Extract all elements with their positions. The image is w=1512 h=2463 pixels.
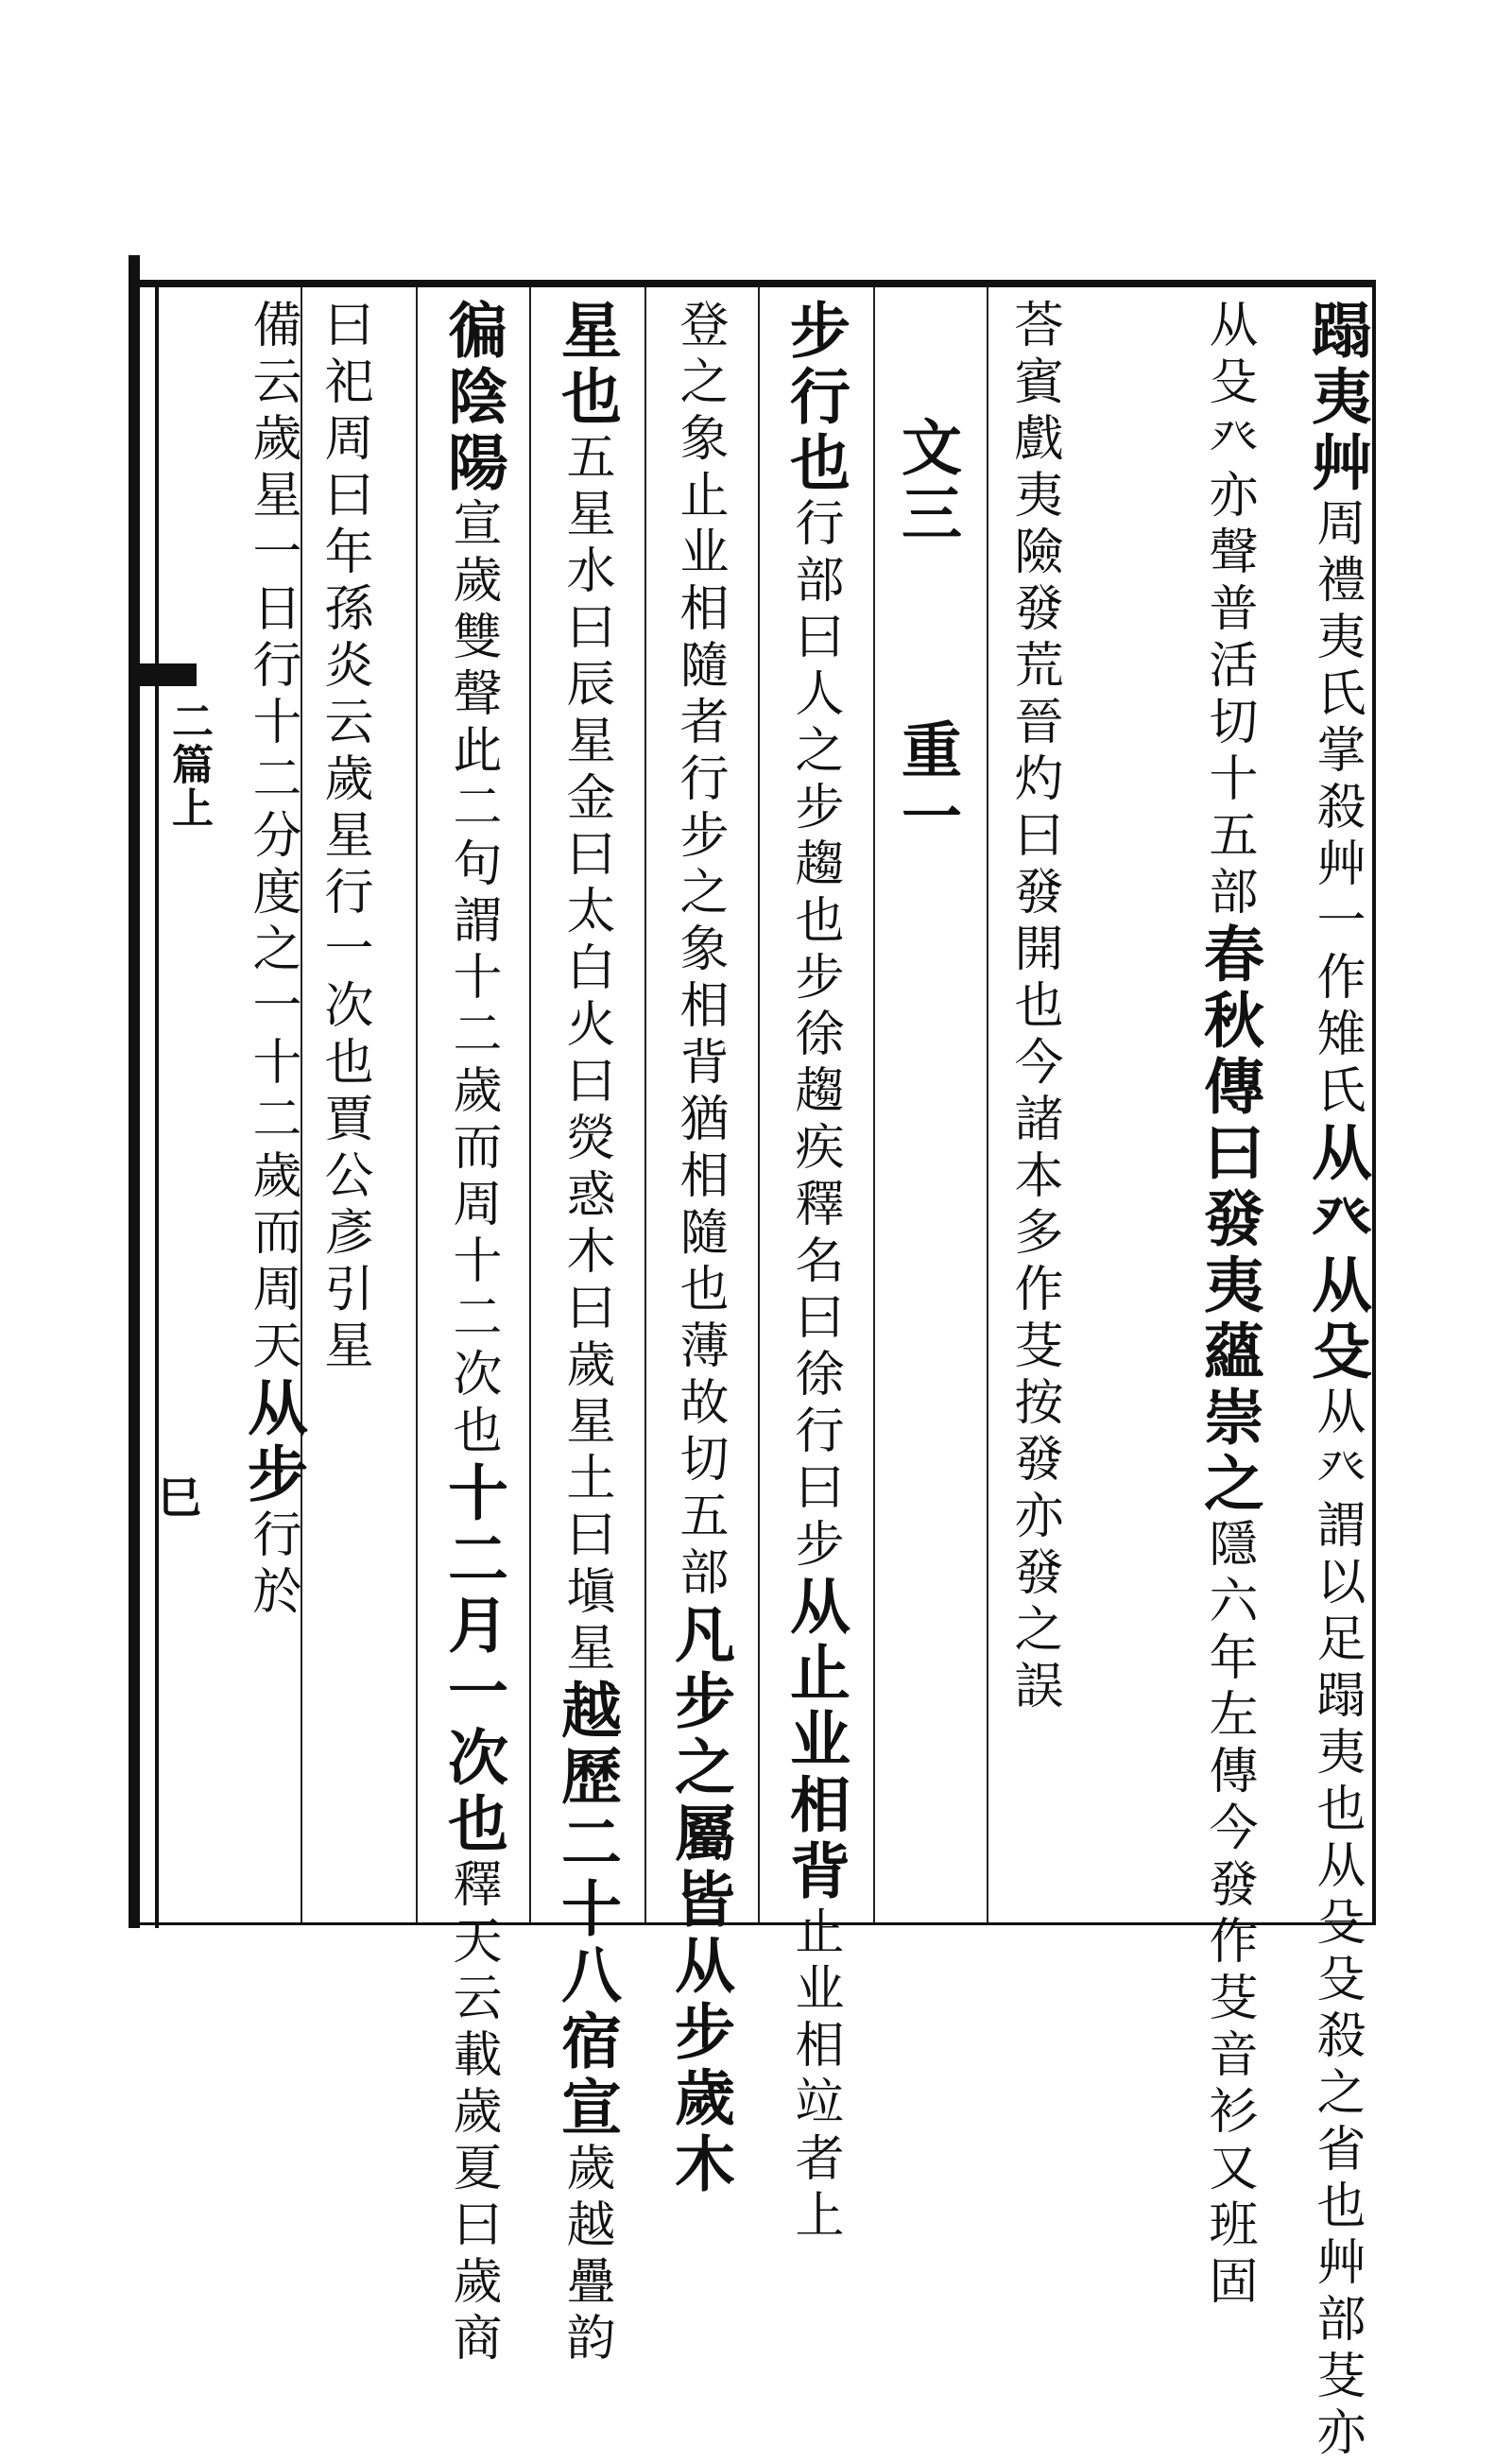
frame-bottom-border xyxy=(132,1922,1376,1925)
commentary-text: 从殳癶亦聲普活切十五部 xyxy=(1200,299,1257,922)
text-column-9 xyxy=(318,299,370,1915)
column-rule xyxy=(416,287,418,1922)
commentary-text: 備云歲星一日行十二分度之一十二歲而周天 xyxy=(244,299,301,1376)
commentary-text: 隱六年左傳今發作芟音衫又班固 xyxy=(1200,1518,1257,2312)
volume-label: 二篇上 xyxy=(164,699,213,830)
column-rule xyxy=(987,287,988,1922)
commentary-text: 宣歲雙聲此二句謂十二歲而周十二次也 xyxy=(444,497,501,1461)
main-text: 十二月一次也 xyxy=(438,1461,508,1858)
text-column-8 xyxy=(435,299,510,2368)
page-mark: 巳 xyxy=(151,1474,202,1518)
column-rule xyxy=(529,287,531,1922)
main-text: 越歷二十八宿宣 xyxy=(551,1679,622,2142)
commentary-text: 荅賓戲夷險發荒晉灼曰發開也今諸本多作芟按發亦發之誤 xyxy=(1005,299,1062,1716)
commentary-text: 行部曰人之步趨也步徐趨疾釋名曰徐行曰步 xyxy=(786,497,843,1575)
column-rule xyxy=(873,287,875,1922)
main-text: 从癶从殳 xyxy=(1301,1121,1372,1386)
commentary-text: 登之象止业相隨者行步之象相背猶相隨也薄故切五部 xyxy=(671,299,728,1603)
headword: 步行也 xyxy=(780,299,850,497)
main-text: 从步 xyxy=(237,1376,308,1508)
headword: 蹋夷艸 xyxy=(1301,299,1372,497)
frame-left-border xyxy=(129,255,140,1928)
column-rule xyxy=(644,287,646,1922)
text-column-5 xyxy=(777,299,852,2246)
column-rule xyxy=(758,287,760,1922)
commentary-text: 五星水曰辰星金曰太白火曰熒惑木曰歲星土曰塡星 xyxy=(558,431,614,1679)
commentary-text: 歲越疊韵 xyxy=(558,2142,614,2368)
commentary-text: 止业相竝者上 xyxy=(786,1905,843,2246)
text-column-7 xyxy=(548,299,624,2368)
commentary-text: 周禮夷氏掌殺艸一作雉氏 xyxy=(1308,497,1365,1121)
main-text: 星也 xyxy=(551,299,622,431)
text-column-3 xyxy=(1007,299,1060,1915)
text-column-6 xyxy=(662,299,737,2198)
main-text: 凡步之屬皆从步歲木 xyxy=(664,1603,735,2198)
text-column-10 xyxy=(234,299,310,1915)
frame-left-inner-border xyxy=(155,280,159,1928)
main-text: 徧陰陽 xyxy=(438,299,508,497)
main-text: 春秋傳曰發夷蘊崇之 xyxy=(1194,922,1264,1518)
fishtail-mark xyxy=(138,663,197,686)
commentary-text: 曰祀周曰年孫炎云歲星行一次也賈公彥引星 xyxy=(316,299,372,1376)
commentary-text: 行於 xyxy=(244,1508,301,1622)
text-column-2 xyxy=(1191,299,1266,2312)
commentary-text: 从癶謂以足蹋夷也从殳殳殺之省也艸部芟亦 xyxy=(1308,1386,1365,2463)
frame-top-border xyxy=(132,280,1376,287)
text-column-4 xyxy=(888,416,964,2032)
duplicate-count: 重一 xyxy=(891,718,962,851)
character-count: 文三 xyxy=(891,416,962,548)
main-text: 从止业相背 xyxy=(780,1575,850,1905)
text-column-1 xyxy=(1298,299,1374,2463)
commentary-text: 釋天云載歲夏曰歲商 xyxy=(444,1858,501,2368)
